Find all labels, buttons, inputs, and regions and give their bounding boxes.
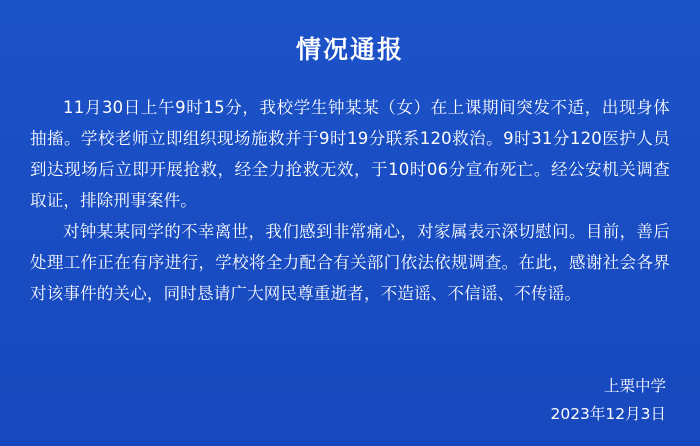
signature-org: 上栗中学 [603,377,666,395]
paragraph: 11月30日上午9时15分，我校学生钟某某（女）在上课期间突发不适，出现身体抽搐。学校老师立即组织现场施救并于9时19分联系120救治。9时31分120医护人员到达现场后立即开展抢救，经全力抢救无效，于10时06分宣布死亡。经公安机关调查取证，排除刑事案件。 [30,98,670,210]
page-title: 情况通报 [295,35,404,64]
signature-date: 2023年12月3日 [550,405,666,423]
paragraph: 对钟某某同学的不幸离世，我们感到非常痛心，对家属表示深切慰问。目前，善后处理工作正在有序进行，学校将全力配合有关部门依法依规调查。在此，感谢社会各界对该事件的关心，同时恳请广大网民尊重逝者，不造谣、不信谣、不传谣。 [30,222,670,303]
signature-block [550,372,666,428]
notice-body [30,92,670,309]
